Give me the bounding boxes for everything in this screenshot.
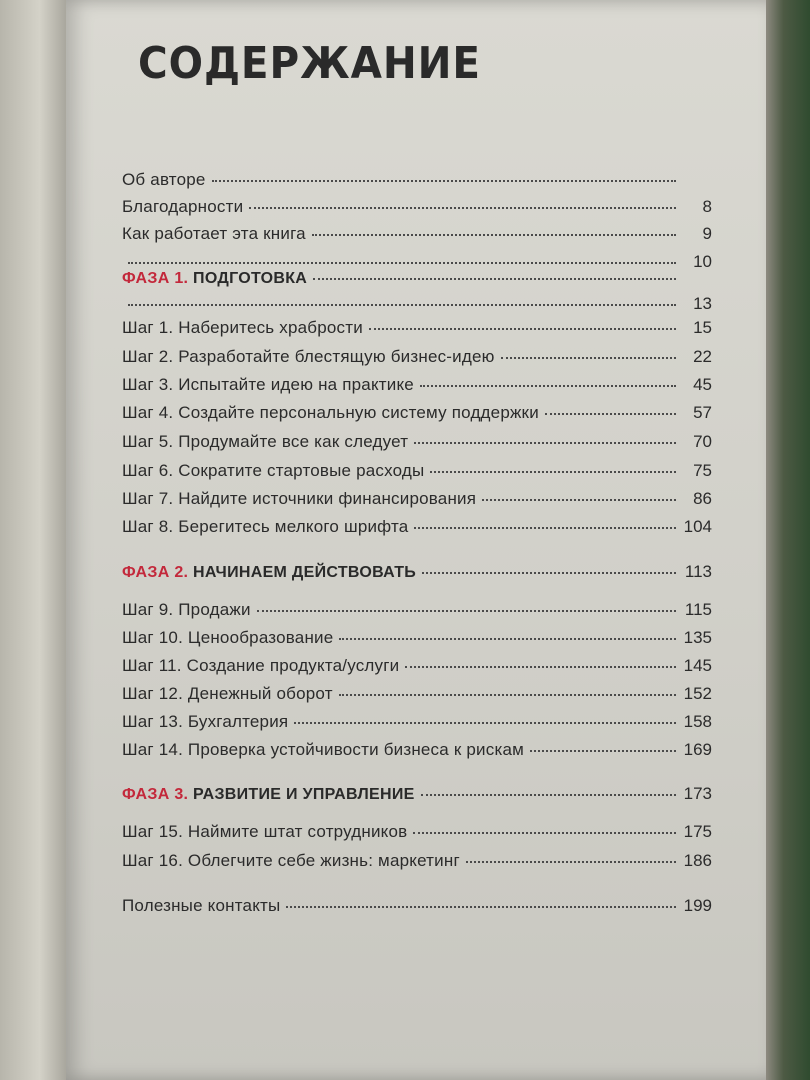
toc-entry-step-10 [122,628,712,656]
dot-leader [545,413,676,415]
toc-page-number: 113 [684,562,712,581]
toc-page-number: 145 [683,656,712,675]
toc-page-number: 45 [693,375,712,394]
dot-leader [530,750,676,752]
dot-leader [313,278,676,280]
toc-entry-label: Шаг 6. Сократите стартовые расходы [122,461,425,480]
toc-page-number: 175 [683,822,712,841]
toc-entry-label: Шаг 13. Бухгалтерия [122,712,289,731]
toc-entry-step-6 [122,461,712,489]
phase-heading [122,564,416,582]
toc-page-number: 152 [683,684,712,703]
toc-entry-label: Шаг 11. Создание продукта/услуги [122,656,400,675]
dot-leader [339,638,676,640]
toc-entry-step-5 [122,432,712,460]
toc-entry-about-author [122,170,712,198]
dot-leader [421,794,676,796]
toc-entry-label: Шаг 7. Найдите источники финансирования [122,489,477,508]
dot-leader [430,471,676,473]
toc-page-number: 57 [693,403,712,422]
dot-leader [414,527,676,529]
book-right-edge [766,0,810,1080]
dot-leader [286,906,676,908]
toc-entry-label: Шаг 14. Проверка устойчивости бизнеса к рискам [122,740,525,759]
dot-leader [466,861,676,863]
toc-page-number: 104 [683,517,712,536]
toc-entry-label: Шаг 1. Наберитесь храбрости [122,318,363,337]
phase-prefix: ФАЗА 1. [122,270,189,287]
toc-entry-step-12 [122,684,712,712]
phase-prefix: ФАЗА 3. [122,786,189,803]
toc-page-number: 10 [693,252,712,271]
toc-page-number: 186 [683,851,712,870]
toc-entry-step-8 [122,517,712,545]
dot-leader [369,328,676,330]
phase-prefix: ФАЗА 2. [122,564,189,581]
toc-entry-step-3 [122,375,712,403]
toc-entry-step-7 [122,489,712,517]
page-title: СОДЕРЖАНИЕ [138,38,481,89]
toc-page-number: 115 [684,600,712,619]
toc-entry-step-13 [122,712,712,740]
toc-entry-how-book-works [122,224,712,252]
toc-entry-step-2 [122,347,712,375]
dot-leader [312,234,676,236]
dot-leader [339,694,676,696]
toc-entry-step-15 [122,822,712,850]
toc-entry-label: Шаг 3. Испытайте идею на практике [122,375,414,394]
book-left-edge [0,0,72,1080]
dot-leader [128,262,676,264]
dot-leader [249,207,676,209]
dot-leader [257,610,676,612]
toc-entry-label: Шаг 10. Ценообразование [122,628,334,647]
toc-entry-step-4 [122,403,712,431]
dot-leader [420,385,676,387]
dot-leader [212,180,676,182]
toc-entry-step-14 [122,740,712,768]
phase-name: НАЧИНАЕМ ДЕЙСТВОВАТЬ [193,564,417,581]
dot-leader [405,666,676,668]
toc-entry-step-9 [122,600,712,628]
toc-phase-3 [122,784,712,812]
toc-page-number: 86 [693,489,712,508]
dot-leader [482,499,676,501]
dot-leader [294,722,676,724]
dot-leader [413,832,676,834]
toc-entry-acknowledgements [122,197,712,225]
phase-name: ПОДГОТОВКА [193,270,308,287]
dot-leader [128,304,676,306]
toc-entry-label: Шаг 9. Продажи [122,600,251,619]
book-page [66,0,778,1080]
toc-page-number: 199 [683,896,712,915]
toc-phase-2 [122,562,712,590]
toc-entry-label: Шаг 5. Продумайте все как следует [122,432,409,451]
dot-leader [414,442,676,444]
toc-page-number: 169 [683,740,712,759]
toc-entry-label: Шаг 15. Наймите штат сотрудников [122,822,408,841]
toc-entry-contacts [122,896,712,924]
toc-page-number: 8 [702,197,712,216]
toc-entry-step-11 [122,656,712,684]
toc-page-number: 13 [693,294,712,313]
toc-entry-label: Шаг 16. Облегчите себе жизнь: маркетинг [122,851,460,870]
toc-entry-label: Полезные контакты [122,896,281,915]
phase-heading [122,270,307,288]
toc-entry-label: Благодарности [122,197,244,216]
toc-entry-label: Шаг 2. Разработайте блестящую бизнес-идею [122,347,495,366]
toc-entry-label: Шаг 12. Денежный оборот [122,684,333,703]
toc-page-number: 70 [693,432,712,451]
toc-entry-step-16 [122,851,712,879]
toc-page-number: 158 [683,712,712,731]
toc-page-number: 15 [693,318,712,337]
phase-name: РАЗВИТИЕ И УПРАВЛЕНИЕ [193,786,415,803]
toc-entry-label: Об авторе [122,170,206,189]
phase-heading [122,786,415,804]
toc-page-number: 22 [693,347,712,366]
toc-page-number: 9 [702,224,712,243]
dot-leader [501,357,676,359]
toc-page-number: 173 [683,784,712,803]
toc-page-number: 135 [683,628,712,647]
toc-entry-label: Как работает эта книга [122,224,306,243]
dot-leader [422,572,676,574]
toc-entry-step-1 [122,318,712,346]
toc-page-number: 75 [693,461,712,480]
toc-entry-label: Шаг 8. Берегитесь мелкого шрифта [122,517,409,536]
toc-entry-label: Шаг 4. Создайте персональную систему поддержки [122,403,539,422]
